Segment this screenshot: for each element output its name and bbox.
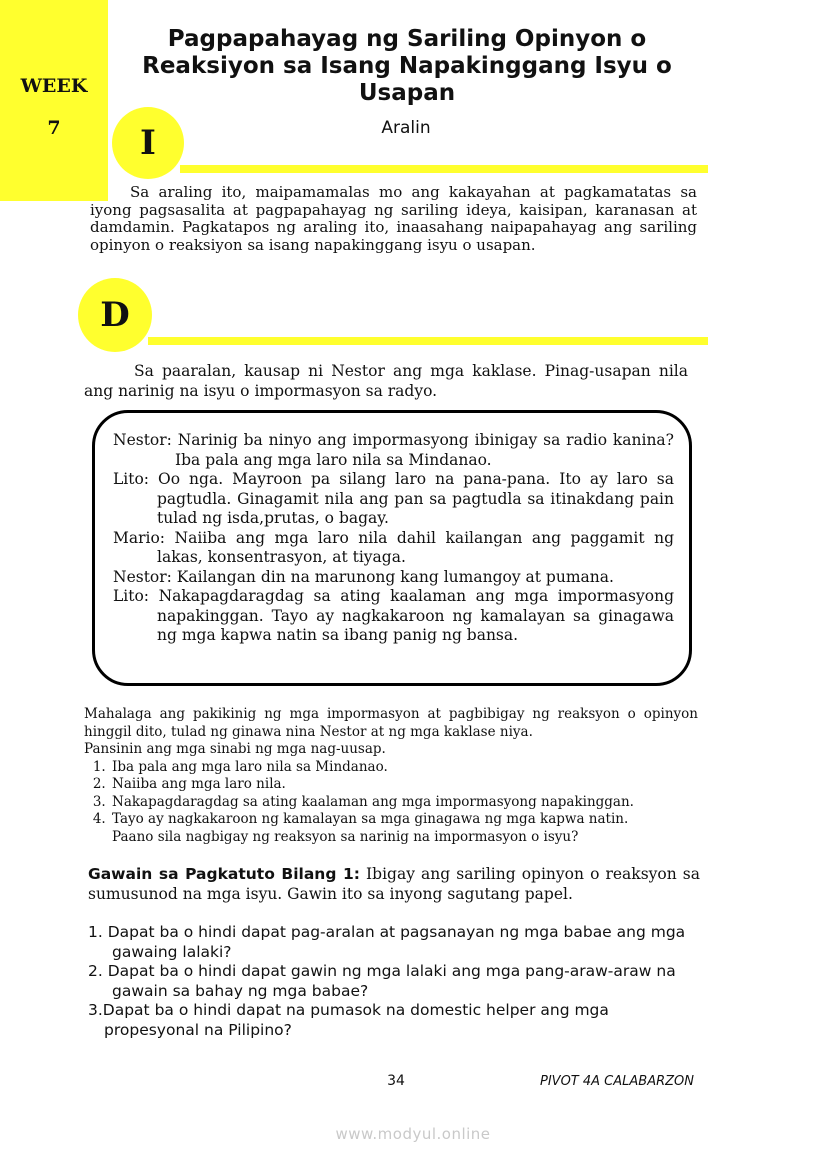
- week-banner: [0, 0, 108, 201]
- question-item: 3.Dapat ba o hindi dapat na pumasok na domestic helper ang mga propesyonal na Pilipino?: [88, 1001, 609, 1039]
- page-title: Pagpapahayag ng Sariling Opinyon o Reaksiyon sa Isang Napakinggang Isyu o Usapan: [142, 26, 672, 106]
- publisher-footer: PIVOT 4A CALABARZON: [540, 1074, 694, 1089]
- list-item: 3. Nakapagdaragdag sa ating kaalaman ang mga impormasyong napakinggan.: [110, 794, 698, 812]
- dialogue-line: Nestor: Kailangan din na marunong kang lumangoy at pumana.: [113, 567, 614, 586]
- activity-text: Ibigay ang sariling opinyon o reaksyon sa sumusunod na mga isyu. Gawin ito sa inyong sagutang papel.: [88, 865, 700, 903]
- notes-section: [84, 706, 698, 846]
- activity-instructions: [88, 864, 700, 904]
- activity-label: Gawain sa Pagkatuto Bilang 1:: [88, 865, 360, 883]
- list-item: 2. Naiiba ang mga laro nila.: [110, 776, 698, 794]
- list-item: [110, 811, 698, 846]
- list-item-text: Tayo ay nagkakaroon ng kamalayan sa mga ginagawa ng mga kapwa natin.: [112, 811, 629, 827]
- activity-questions: [88, 923, 708, 1040]
- notes-paragraph: Mahalaga ang pakikinig ng mga impormasyon at pagbibigay ng reaksyon o opinyon hinggil dito, tulad ng ginawa nina Nestor at ng mga kaklase niya.: [84, 706, 698, 740]
- week-number: 7: [47, 117, 61, 139]
- notes-list: [84, 759, 698, 847]
- section-i-divider: [180, 165, 708, 173]
- intro-paragraph: Sa araling ito, maipamamalas mo ang kakayahan at pagkamatatas sa iyong pagsasalita at pagpapahayag ng sariling ideya, kaisipan, karanasan at damdamin. Pagkatapos ng araling ito, inaasahang naipapahayag ang sariling opinyon o reaksiyon sa isang napakinggang isyu o usapan.: [90, 183, 697, 254]
- section-d-divider: [148, 337, 708, 345]
- section-i-heading: Aralin: [381, 118, 431, 138]
- question-item: 2. Dapat ba o hindi dapat gawin ng mga lalaki ang mga pang-araw-araw na gawain sa bahay ng mga babae?: [88, 962, 676, 1000]
- question-item: 1. Dapat ba o hindi dapat pag-aralan at pagsanayan ng mga babae ang mga gawaing lalaki?: [88, 923, 686, 961]
- watermark: www.modyul.online: [335, 1125, 491, 1143]
- week-label: WEEK: [20, 75, 88, 97]
- dialogue-line: Lito: Nakapagdaragdag sa ating kaalaman ang mga impormasyong napakinggan. Tayo ay nagkakaroon ng kamalayan sa ginagawa ng mga kapwa natin sa ibang panig ng bansa.: [113, 587, 674, 644]
- dialogue-line: Nestor: Narinig ba ninyo ang impormasyong ibinigay sa radio kanina? Iba pala ang mga laro nila sa Mindanao.: [113, 431, 674, 469]
- dialogue: [113, 431, 674, 646]
- dialogue-line: Lito: Oo nga. Mayroon pa silang laro na pana-pana. Ito ay laro sa pagtudla. Ginagamit nila ang pan sa pagtudla sa itinakdang pain tulad ng isda,prutas, o bagay.: [113, 470, 674, 527]
- notes-question: Paano sila nagbigay ng reaksyon sa narinig na impormasyon o isyu?: [112, 828, 579, 845]
- section-i-badge: I: [112, 107, 184, 179]
- list-item: 1. Iba pala ang mga laro nila sa Mindanao.: [110, 759, 698, 777]
- notes-instruction: Pansinin ang mga sinabi ng mga nag-uusap.: [84, 741, 386, 757]
- dialogue-line: Mario: Naiiba ang mga laro nila dahil kailangan ang paggamit ng lakas, konsentrasyon, at tiyaga.: [113, 528, 674, 566]
- section-d-badge: D: [78, 278, 152, 352]
- scene-paragraph: Sa paaralan, kausap ni Nestor ang mga kaklase. Pinag-usapan nila ang narinig na isyu o impormasyon sa radyo.: [84, 362, 688, 400]
- page-number: 34: [387, 1073, 405, 1089]
